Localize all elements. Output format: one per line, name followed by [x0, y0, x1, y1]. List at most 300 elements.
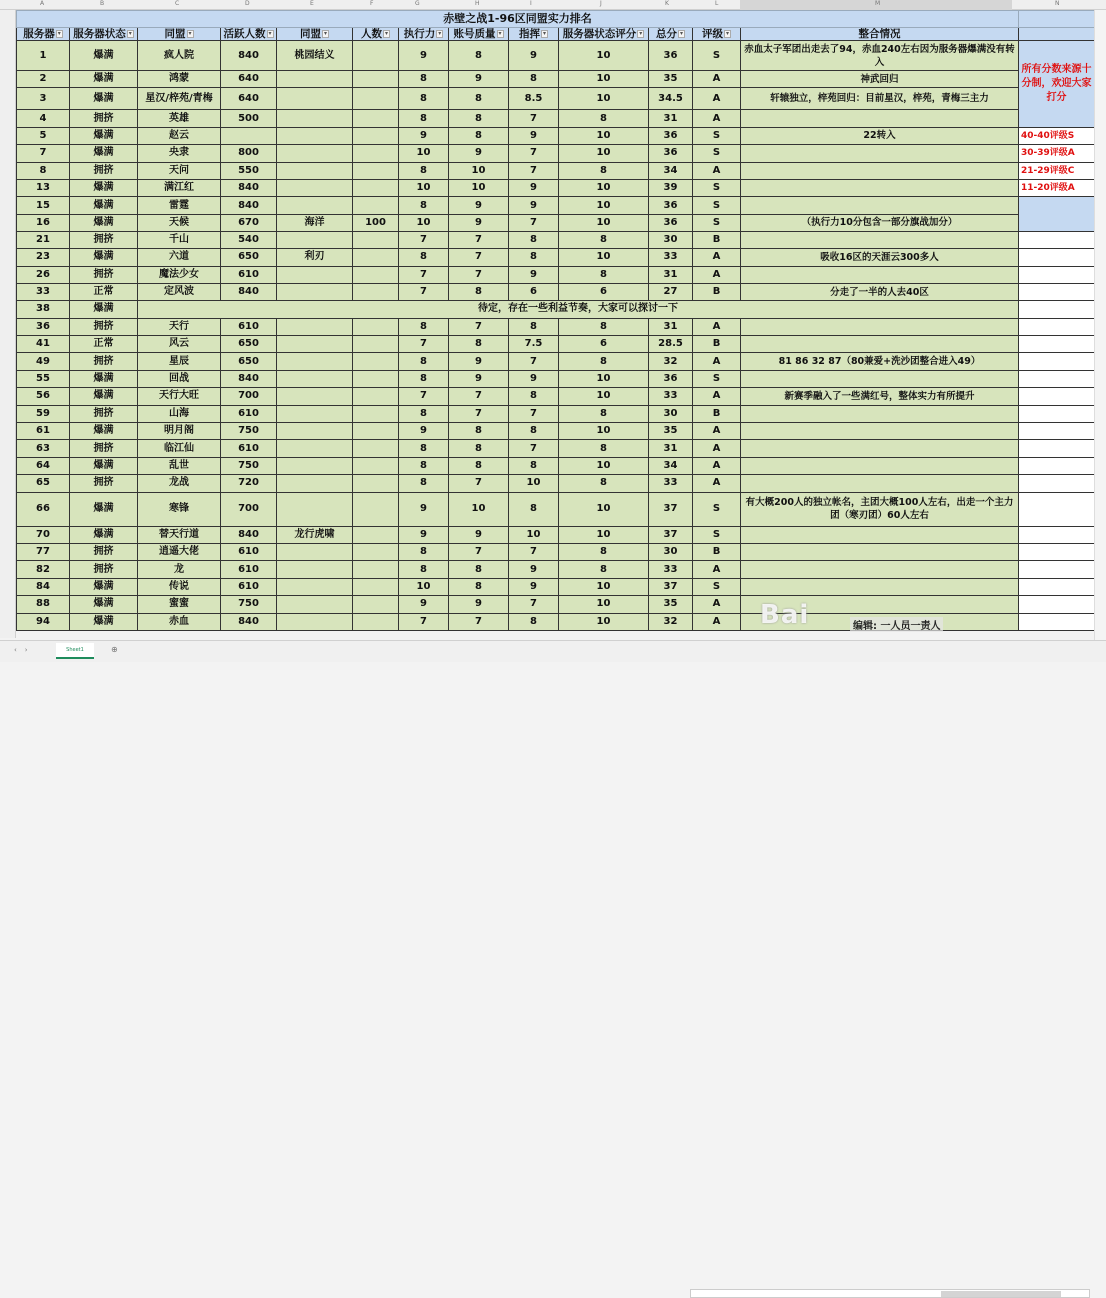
filter-dropdown-icon[interactable]: ▾: [188, 30, 192, 37]
cell-alliance2[interactable]: [277, 423, 353, 440]
filter-dropdown-icon[interactable]: ▾: [725, 30, 729, 37]
side-empty-cell[interactable]: [1019, 526, 1095, 543]
filter-dropdown-icon[interactable]: ▾: [323, 30, 327, 37]
cell-command[interactable]: 10: [509, 526, 559, 543]
cell-note[interactable]: 81 86 32 87（80兼爱+洗沙团整合进入49）: [741, 353, 1019, 370]
cell-exec[interactable]: 8: [399, 71, 449, 88]
cell-active[interactable]: 700: [221, 388, 277, 405]
cell-status[interactable]: 爆满: [70, 423, 138, 440]
cell-note[interactable]: [741, 578, 1019, 595]
cell-active[interactable]: 840: [221, 179, 277, 196]
cell-server[interactable]: 5: [17, 127, 70, 144]
cell-total[interactable]: 33: [649, 388, 693, 405]
cell-state_score[interactable]: 10: [559, 197, 649, 214]
side-header-cell[interactable]: [1019, 28, 1095, 41]
cell-active[interactable]: 500: [221, 110, 277, 127]
cell-grade[interactable]: S: [693, 526, 741, 543]
cell-count[interactable]: [353, 457, 399, 474]
cell-active[interactable]: 650: [221, 336, 277, 353]
cell-status[interactable]: 拥挤: [70, 405, 138, 422]
cell-note[interactable]: 分走了一半的人去40区: [741, 283, 1019, 300]
cell-note[interactable]: [741, 231, 1019, 248]
cell-alliance[interactable]: 天问: [138, 162, 221, 179]
cell-status[interactable]: 拥挤: [70, 266, 138, 283]
cell-status[interactable]: 爆满: [70, 41, 138, 71]
cell-server[interactable]: 65: [17, 475, 70, 492]
column-letter[interactable]: H: [475, 0, 480, 7]
cell-total[interactable]: 36: [649, 145, 693, 162]
cell-state_score[interactable]: 8: [559, 440, 649, 457]
cell-active[interactable]: 610: [221, 543, 277, 560]
side-empty-cell[interactable]: [1019, 596, 1095, 613]
cell-exec[interactable]: 8: [399, 318, 449, 335]
cell-count[interactable]: [353, 266, 399, 283]
cell-count[interactable]: [353, 353, 399, 370]
cell-alliance2[interactable]: [277, 561, 353, 578]
cell-alliance[interactable]: 鸿蒙: [138, 71, 221, 88]
cell-active[interactable]: 610: [221, 440, 277, 457]
cell-server[interactable]: 33: [17, 283, 70, 300]
cell-alliance[interactable]: 乱世: [138, 457, 221, 474]
tab-scroll-arrows-icon[interactable]: ‹›: [14, 646, 36, 654]
cell-quality[interactable]: 9: [449, 214, 509, 231]
cell-alliance2[interactable]: [277, 578, 353, 595]
cell-note[interactable]: [741, 475, 1019, 492]
cell-alliance[interactable]: 龙: [138, 561, 221, 578]
side-empty-cell[interactable]: [1019, 492, 1095, 526]
cell-alliance2[interactable]: [277, 543, 353, 560]
side-empty-cell[interactable]: [1019, 440, 1095, 457]
filter-dropdown-icon[interactable]: ▾: [57, 30, 61, 37]
cell-command[interactable]: 9: [509, 561, 559, 578]
cell-state_score[interactable]: 8: [559, 353, 649, 370]
cell-active[interactable]: 540: [221, 231, 277, 248]
spreadsheet-grid[interactable]: [16, 10, 1095, 631]
cell-total[interactable]: 30: [649, 405, 693, 422]
cell-status[interactable]: 拥挤: [70, 110, 138, 127]
cell-count[interactable]: [353, 596, 399, 613]
cell-alliance2[interactable]: [277, 197, 353, 214]
cell-server[interactable]: 55: [17, 370, 70, 387]
cell-count[interactable]: [353, 561, 399, 578]
side-empty-cell[interactable]: [1019, 457, 1095, 474]
cell-quality[interactable]: 7: [449, 613, 509, 630]
cell-quality[interactable]: 9: [449, 596, 509, 613]
cell-count[interactable]: [353, 405, 399, 422]
cell-server[interactable]: 4: [17, 110, 70, 127]
cell-note[interactable]: [741, 179, 1019, 196]
scroll-thumb[interactable]: [941, 1291, 1061, 1297]
column-header[interactable]: [17, 28, 70, 41]
cell-grade[interactable]: A: [693, 596, 741, 613]
cell-status[interactable]: 爆满: [70, 526, 138, 543]
cell-server[interactable]: 36: [17, 318, 70, 335]
cell-status[interactable]: 拥挤: [70, 440, 138, 457]
cell-quality[interactable]: 10: [449, 179, 509, 196]
cell-status[interactable]: 爆满: [70, 457, 138, 474]
column-letter[interactable]: G: [415, 0, 420, 7]
cell-server[interactable]: 84: [17, 578, 70, 595]
cell-note[interactable]: 神武回归: [741, 71, 1019, 88]
column-header[interactable]: [649, 28, 693, 41]
cell-count[interactable]: [353, 440, 399, 457]
cell-total[interactable]: 36: [649, 214, 693, 231]
cell-server[interactable]: 56: [17, 388, 70, 405]
cell-command[interactable]: 9: [509, 370, 559, 387]
cell-count[interactable]: 100: [353, 214, 399, 231]
cell-quality[interactable]: 7: [449, 266, 509, 283]
cell-note[interactable]: [741, 197, 1019, 214]
column-letter[interactable]: J: [600, 0, 602, 7]
cell-grade[interactable]: A: [693, 423, 741, 440]
cell-alliance[interactable]: 疯人院: [138, 41, 221, 71]
cell-count[interactable]: [353, 197, 399, 214]
filter-dropdown-icon[interactable]: ▾: [542, 30, 546, 37]
cell-command[interactable]: 7: [509, 214, 559, 231]
cell-total[interactable]: 35: [649, 423, 693, 440]
cell-alliance2[interactable]: [277, 318, 353, 335]
grade-legend-item[interactable]: 11-20评级A: [1019, 179, 1095, 196]
cell-command[interactable]: 7: [509, 440, 559, 457]
cell-total[interactable]: 32: [649, 613, 693, 630]
cell-alliance[interactable]: 明月阁: [138, 423, 221, 440]
cell-exec[interactable]: 8: [399, 475, 449, 492]
cell-exec[interactable]: 10: [399, 179, 449, 196]
cell-active[interactable]: [221, 127, 277, 144]
cell-quality[interactable]: 8: [449, 88, 509, 110]
cell-alliance[interactable]: 蜜蜜: [138, 596, 221, 613]
side-empty-cell[interactable]: [1019, 318, 1095, 335]
cell-alliance2[interactable]: [277, 370, 353, 387]
cell-grade[interactable]: S: [693, 214, 741, 231]
cell-quality[interactable]: 7: [449, 318, 509, 335]
cell-exec[interactable]: 8: [399, 162, 449, 179]
cell-exec[interactable]: 8: [399, 405, 449, 422]
cell-note[interactable]: [741, 405, 1019, 422]
side-empty-cell[interactable]: [1019, 301, 1095, 318]
column-header[interactable]: [559, 28, 649, 41]
column-letter[interactable]: E: [310, 0, 314, 7]
cell-alliance2[interactable]: [277, 336, 353, 353]
cell-alliance2[interactable]: [277, 440, 353, 457]
side-empty-cell[interactable]: [1019, 543, 1095, 560]
cell-active[interactable]: 800: [221, 145, 277, 162]
cell-state_score[interactable]: 8: [559, 475, 649, 492]
cell-server[interactable]: 13: [17, 179, 70, 196]
cell-status[interactable]: 爆满: [70, 578, 138, 595]
cell-note[interactable]: 轩辕独立，梓苑回归：目前星汉，梓苑，青梅三主力: [741, 88, 1019, 110]
column-header[interactable]: [509, 28, 559, 41]
cell-count[interactable]: [353, 127, 399, 144]
cell-command[interactable]: 7: [509, 145, 559, 162]
filter-dropdown-icon[interactable]: ▾: [268, 30, 272, 37]
cell-quality[interactable]: 10: [449, 492, 509, 526]
cell-quality[interactable]: 8: [449, 440, 509, 457]
cell-quality[interactable]: 8: [449, 423, 509, 440]
cell-grade[interactable]: A: [693, 318, 741, 335]
cell-quality[interactable]: 8: [449, 127, 509, 144]
cell-active[interactable]: 840: [221, 613, 277, 630]
cell-state_score[interactable]: 8: [559, 405, 649, 422]
cell-grade[interactable]: A: [693, 613, 741, 630]
cell-note[interactable]: [741, 110, 1019, 127]
cell-exec[interactable]: 8: [399, 440, 449, 457]
cell-command[interactable]: 9: [509, 41, 559, 71]
cell-total[interactable]: 36: [649, 197, 693, 214]
cell-alliance[interactable]: 英雄: [138, 110, 221, 127]
cell-active[interactable]: 650: [221, 249, 277, 266]
cell-alliance2[interactable]: [277, 475, 353, 492]
cell-active[interactable]: 840: [221, 526, 277, 543]
cell-quality[interactable]: 8: [449, 110, 509, 127]
cell-state_score[interactable]: 10: [559, 71, 649, 88]
cell-command[interactable]: 7: [509, 596, 559, 613]
cell-grade[interactable]: A: [693, 561, 741, 578]
cell-status[interactable]: 爆满: [70, 249, 138, 266]
cell-exec[interactable]: 9: [399, 596, 449, 613]
cell-total[interactable]: 31: [649, 318, 693, 335]
side-empty-cell[interactable]: [1019, 336, 1095, 353]
cell-exec[interactable]: 8: [399, 543, 449, 560]
cell-command[interactable]: 7: [509, 162, 559, 179]
side-empty-cell[interactable]: [1019, 266, 1095, 283]
cell-exec[interactable]: 8: [399, 88, 449, 110]
cell-server[interactable]: 49: [17, 353, 70, 370]
cell-exec[interactable]: 9: [399, 127, 449, 144]
cell-note[interactable]: [741, 162, 1019, 179]
sheet-title[interactable]: 赤壁之战1-96区同盟实力排名: [17, 11, 1019, 28]
cell-note[interactable]: [741, 145, 1019, 162]
column-letter[interactable]: B: [100, 0, 105, 7]
cell-count[interactable]: [353, 179, 399, 196]
cell-note[interactable]: 吸收16区的天涯云300多人: [741, 249, 1019, 266]
cell-total[interactable]: 31: [649, 266, 693, 283]
cell-exec[interactable]: 10: [399, 578, 449, 595]
filter-dropdown-icon[interactable]: ▾: [498, 30, 502, 37]
cell-total[interactable]: 33: [649, 561, 693, 578]
cell-server[interactable]: 88: [17, 596, 70, 613]
cell-alliance2[interactable]: [277, 596, 353, 613]
cell-command[interactable]: 10: [509, 475, 559, 492]
column-letter[interactable]: D: [245, 0, 250, 7]
cell-quality[interactable]: 9: [449, 145, 509, 162]
cell-alliance[interactable]: 星汉/梓苑/青梅: [138, 88, 221, 110]
cell-state_score[interactable]: 10: [559, 578, 649, 595]
cell-alliance[interactable]: 天候: [138, 214, 221, 231]
cell-exec[interactable]: 8: [399, 370, 449, 387]
cell-note[interactable]: [741, 526, 1019, 543]
cell-count[interactable]: [353, 88, 399, 110]
cell-alliance[interactable]: 龙战: [138, 475, 221, 492]
cell-state_score[interactable]: 10: [559, 526, 649, 543]
cell-state_score[interactable]: 10: [559, 388, 649, 405]
cell-state_score[interactable]: 8: [559, 561, 649, 578]
cell-alliance2[interactable]: [277, 613, 353, 630]
cell-status[interactable]: 爆满: [70, 613, 138, 630]
cell-alliance[interactable]: 替天行道: [138, 526, 221, 543]
cell-grade[interactable]: A: [693, 457, 741, 474]
cell-exec[interactable]: 8: [399, 110, 449, 127]
cell-note[interactable]: [741, 457, 1019, 474]
cell-status[interactable]: 爆满: [70, 596, 138, 613]
cell-status[interactable]: 爆满: [70, 88, 138, 110]
side-empty-cell[interactable]: [1019, 578, 1095, 595]
cell-alliance2[interactable]: [277, 71, 353, 88]
column-letter[interactable]: L: [715, 0, 719, 7]
cell-grade[interactable]: S: [693, 197, 741, 214]
cell-count[interactable]: [353, 110, 399, 127]
cell-state_score[interactable]: 8: [559, 266, 649, 283]
column-header[interactable]: [277, 28, 353, 41]
cell-state_score[interactable]: 10: [559, 457, 649, 474]
cell-server[interactable]: 8: [17, 162, 70, 179]
cell-alliance[interactable]: 央隶: [138, 145, 221, 162]
cell-grade[interactable]: A: [693, 162, 741, 179]
cell-grade[interactable]: B: [693, 405, 741, 422]
cell-server[interactable]: 21: [17, 231, 70, 248]
cell-quality[interactable]: 9: [449, 197, 509, 214]
cell-status[interactable]: 拥挤: [70, 162, 138, 179]
cell-quality[interactable]: 8: [449, 41, 509, 71]
cell-status[interactable]: 拥挤: [70, 231, 138, 248]
cell-exec[interactable]: 9: [399, 492, 449, 526]
cell-total[interactable]: 37: [649, 578, 693, 595]
cell-state_score[interactable]: 8: [559, 231, 649, 248]
cell-count[interactable]: [353, 336, 399, 353]
cell-alliance[interactable]: 星辰: [138, 353, 221, 370]
cell-grade[interactable]: S: [693, 578, 741, 595]
cell-alliance2[interactable]: [277, 145, 353, 162]
cell-note[interactable]: （执行力10分包含一部分旗战加分）: [741, 214, 1019, 231]
cell-quality[interactable]: 8: [449, 336, 509, 353]
cell-grade[interactable]: B: [693, 336, 741, 353]
cell-total[interactable]: 34: [649, 457, 693, 474]
cell-alliance[interactable]: 六道: [138, 249, 221, 266]
side-empty-cell[interactable]: [1019, 405, 1095, 422]
column-header[interactable]: [693, 28, 741, 41]
cell-note[interactable]: 赤血太子军团出走去了94，赤血240左右因为服务器爆满没有转入: [741, 41, 1019, 71]
cell-alliance[interactable]: 赵云: [138, 127, 221, 144]
cell-total[interactable]: 32: [649, 353, 693, 370]
cell-total[interactable]: 33: [649, 249, 693, 266]
cell-grade[interactable]: S: [693, 41, 741, 71]
cell-alliance2[interactable]: 利刃: [277, 249, 353, 266]
grade-legend-item[interactable]: 21-29评级C: [1019, 162, 1095, 179]
cell-total[interactable]: 33: [649, 475, 693, 492]
cell-quality[interactable]: 8: [449, 457, 509, 474]
cell-total[interactable]: 31: [649, 110, 693, 127]
cell-grade[interactable]: A: [693, 110, 741, 127]
cell-server[interactable]: 59: [17, 405, 70, 422]
cell-exec[interactable]: 7: [399, 266, 449, 283]
cell-alliance[interactable]: 传说: [138, 578, 221, 595]
cell-count[interactable]: [353, 370, 399, 387]
cell-alliance[interactable]: 天行大旺: [138, 388, 221, 405]
filter-dropdown-icon[interactable]: ▾: [438, 30, 442, 37]
cell-active[interactable]: 610: [221, 266, 277, 283]
column-header[interactable]: [449, 28, 509, 41]
cell-alliance2[interactable]: [277, 266, 353, 283]
cell-alliance[interactable]: 风云: [138, 336, 221, 353]
cell-command[interactable]: 7: [509, 543, 559, 560]
cell-active[interactable]: 840: [221, 283, 277, 300]
column-header[interactable]: [70, 28, 138, 41]
side-blank-cell[interactable]: [1019, 197, 1095, 231]
cell-total[interactable]: 28.5: [649, 336, 693, 353]
cell-exec[interactable]: 8: [399, 561, 449, 578]
cell-server[interactable]: 16: [17, 214, 70, 231]
cell-active[interactable]: 650: [221, 353, 277, 370]
grade-legend-item[interactable]: 40-40评级S: [1019, 127, 1095, 144]
cell-active[interactable]: 640: [221, 88, 277, 110]
cell-command[interactable]: 8: [509, 318, 559, 335]
cell-exec[interactable]: 10: [399, 145, 449, 162]
cell-command[interactable]: 7: [509, 353, 559, 370]
cell-count[interactable]: [353, 492, 399, 526]
cell-command[interactable]: 8: [509, 249, 559, 266]
cell-status[interactable]: 爆满: [70, 388, 138, 405]
column-letter[interactable]: I: [530, 0, 532, 7]
cell-active[interactable]: 670: [221, 214, 277, 231]
add-sheet-icon[interactable]: ⊕: [111, 645, 118, 654]
cell-alliance2[interactable]: [277, 457, 353, 474]
cell-command[interactable]: 9: [509, 266, 559, 283]
cell-state_score[interactable]: 6: [559, 336, 649, 353]
cell-active[interactable]: 750: [221, 596, 277, 613]
cell-alliance2[interactable]: [277, 231, 353, 248]
cell-note[interactable]: [741, 561, 1019, 578]
cell-active[interactable]: 840: [221, 370, 277, 387]
title-spacer-cell[interactable]: [1019, 11, 1095, 28]
cell-total[interactable]: 37: [649, 492, 693, 526]
cell-exec[interactable]: 8: [399, 197, 449, 214]
cell-alliance[interactable]: 寒锋: [138, 492, 221, 526]
cell-command[interactable]: 8: [509, 71, 559, 88]
cell-exec[interactable]: 9: [399, 41, 449, 71]
cell-status[interactable]: 爆满: [70, 370, 138, 387]
cell-note[interactable]: 22转入: [741, 127, 1019, 144]
cell-count[interactable]: [353, 231, 399, 248]
cell-note[interactable]: [741, 423, 1019, 440]
cell-state_score[interactable]: 10: [559, 423, 649, 440]
column-letter[interactable]: A: [40, 0, 45, 7]
cell-alliance[interactable]: 天行: [138, 318, 221, 335]
cell-count[interactable]: [353, 423, 399, 440]
cell-count[interactable]: [353, 543, 399, 560]
cell-command[interactable]: 8: [509, 388, 559, 405]
cell-command[interactable]: 7.5: [509, 336, 559, 353]
cell-server[interactable]: 77: [17, 543, 70, 560]
cell-total[interactable]: 35: [649, 71, 693, 88]
side-empty-cell[interactable]: [1019, 475, 1095, 492]
cell-alliance2[interactable]: [277, 127, 353, 144]
cell-quality[interactable]: 7: [449, 231, 509, 248]
cell-alliance[interactable]: 雷霆: [138, 197, 221, 214]
cell-exec[interactable]: 9: [399, 526, 449, 543]
column-letter[interactable]: C: [175, 0, 180, 7]
cell-active[interactable]: 640: [221, 71, 277, 88]
cell-status[interactable]: 拥挤: [70, 353, 138, 370]
filter-dropdown-icon[interactable]: ▾: [384, 30, 388, 37]
cell-grade[interactable]: A: [693, 71, 741, 88]
cell-active[interactable]: 750: [221, 423, 277, 440]
cell-server[interactable]: 82: [17, 561, 70, 578]
cell-state_score[interactable]: 10: [559, 88, 649, 110]
cell-alliance[interactable]: 千山: [138, 231, 221, 248]
cell-server[interactable]: 63: [17, 440, 70, 457]
cell-state_score[interactable]: 6: [559, 283, 649, 300]
cell-count[interactable]: [353, 318, 399, 335]
